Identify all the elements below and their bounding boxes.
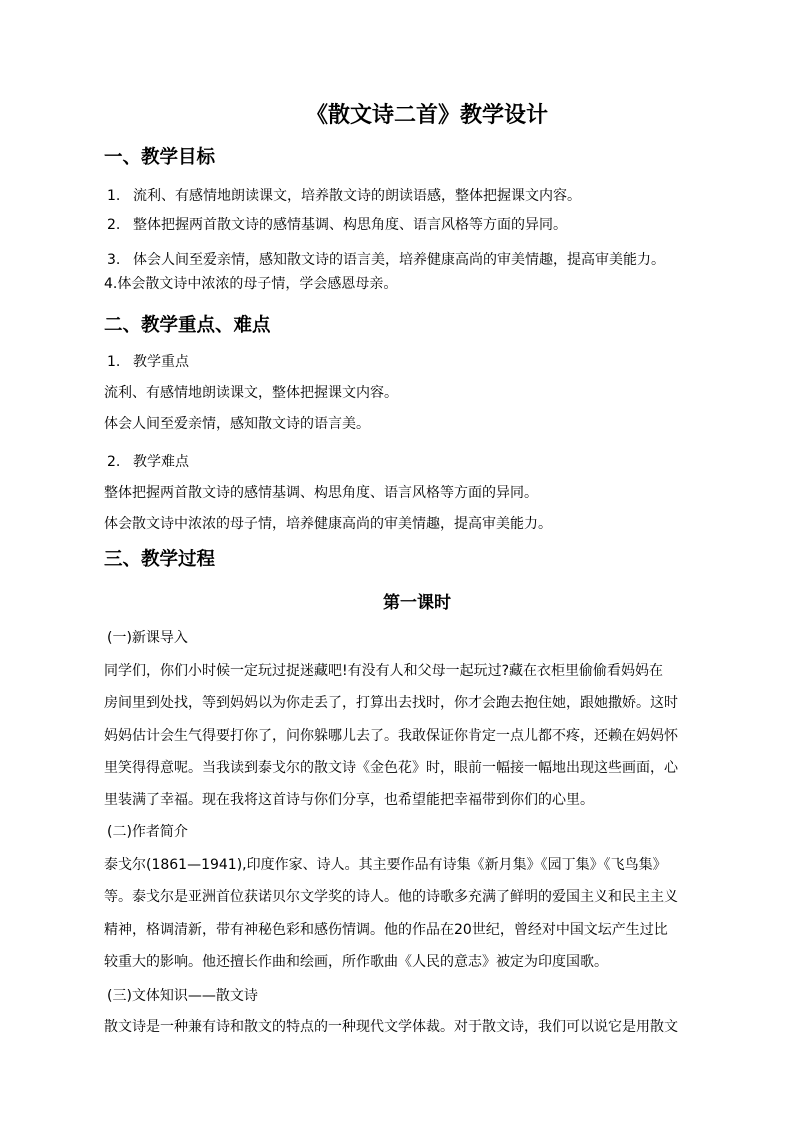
key-point-line-2: 体会人间至爱亲情，感知散文诗的语言美。 bbox=[104, 416, 370, 432]
part-heading-intro: (一)新课导入 bbox=[107, 630, 188, 646]
objective-item-1 bbox=[107, 185, 581, 207]
lesson-heading: 第一课时 bbox=[383, 593, 451, 613]
paragraph-line: 里装满了幸福。现在我将这首诗与你们分享，也希望能把幸福带到你们的心里。 bbox=[104, 792, 594, 809]
key-point-line-1: 流利、有感情地朗读课文，整体把握课文内容。 bbox=[104, 385, 398, 401]
objective-text: 整体把握两首散文诗的感情基调、构思角度、语言风格等方面的异同。 bbox=[133, 217, 567, 233]
subheading-difficulties bbox=[107, 451, 189, 473]
subheading-label: 教学难点 bbox=[133, 454, 189, 470]
subheading-number: 2. bbox=[107, 454, 121, 470]
paragraph-line: 同学们，你们小时候一定玩过捉迷藏吧!有没有人和父母一起玩过?藏在衣柜里偷偷看妈妈在 bbox=[104, 663, 664, 679]
objective-text: 流利、有感情地朗读课文，培养散文诗的朗读语感，整体把握课文内容。 bbox=[133, 188, 581, 204]
part-heading-author: (二)作者简介 bbox=[107, 824, 188, 840]
genre-paragraph bbox=[104, 1011, 724, 1043]
section-heading-key-points: 二、教学重点、难点 bbox=[104, 315, 271, 336]
objective-number: 2. bbox=[107, 217, 121, 233]
objective-number: 1. bbox=[107, 188, 121, 204]
section-heading-process: 三、教学过程 bbox=[104, 549, 216, 570]
paragraph-line: 等。泰戈尔是亚洲首位获诺贝尔文学奖的诗人。他的诗歌多充满了鲜明的爱国主义和民主主义 bbox=[104, 889, 678, 906]
difficulty-line-1: 整体把握两首散文诗的感情基调、构思角度、语言风格等方面的异同。 bbox=[104, 485, 538, 501]
intro-paragraph bbox=[104, 655, 724, 816]
paragraph-line: 散文诗是一种兼有诗和散文的特点的一种现代文学体裁。对于散文诗，我们可以说它是用散文 bbox=[104, 1019, 678, 1035]
paragraph-line: 妈妈估计会生气得要打你了，问你躲哪儿去了。我敢保证你肯定一点儿都不疼，还赖在妈妈怀 bbox=[104, 727, 678, 744]
subheading-key-points bbox=[107, 351, 189, 373]
objective-item-3 bbox=[107, 249, 665, 271]
author-paragraph bbox=[104, 849, 724, 978]
subheading-label: 教学重点 bbox=[133, 354, 189, 370]
difficulty-line-2: 体会散文诗中浓浓的母子情，培养健康高尚的审美情趣，提高审美能力。 bbox=[104, 516, 552, 532]
subheading-number: 1. bbox=[107, 354, 121, 370]
document-title: 《散文诗二首》教学设计 bbox=[305, 103, 548, 128]
paragraph-line: 精神，格调清新，带有神秘色彩和感伤情调。他的作品在20世纪，曾经对中国文坛产生过比 bbox=[104, 921, 668, 938]
objective-text: 体会人间至爱亲情，感知散文诗的语言美，培养健康高尚的审美情趣，提高审美能力。 bbox=[133, 252, 665, 268]
objective-number: 3. bbox=[107, 252, 121, 268]
paragraph-line: 较重大的影响。他还擅长作曲和绘画，所作歌曲《人民的意志》被定为印度国歌。 bbox=[104, 953, 608, 970]
objective-item-4: 4.体会散文诗中浓浓的母子情，学会感恩母亲。 bbox=[104, 276, 398, 292]
paragraph-line: 泰戈尔(1861—1941),印度作家、诗人。其主要作品有诗集《新月集》《园丁集》《飞鸟集》 bbox=[104, 857, 667, 873]
part-heading-genre: (三)文体知识——散文诗 bbox=[107, 988, 258, 1004]
objective-item-2 bbox=[107, 214, 567, 236]
paragraph-line: 房间里到处找，等到妈妈以为你走丢了，打算出去找时，你才会跑去抱住她，跟她撒娇。这时 bbox=[104, 695, 678, 712]
paragraph-line: 里笑得得意呢。当我读到泰戈尔的散文诗《金色花》时，眼前一幅接一幅地出现这些画面，心 bbox=[104, 759, 678, 776]
section-heading-objectives: 一、教学目标 bbox=[104, 147, 216, 168]
